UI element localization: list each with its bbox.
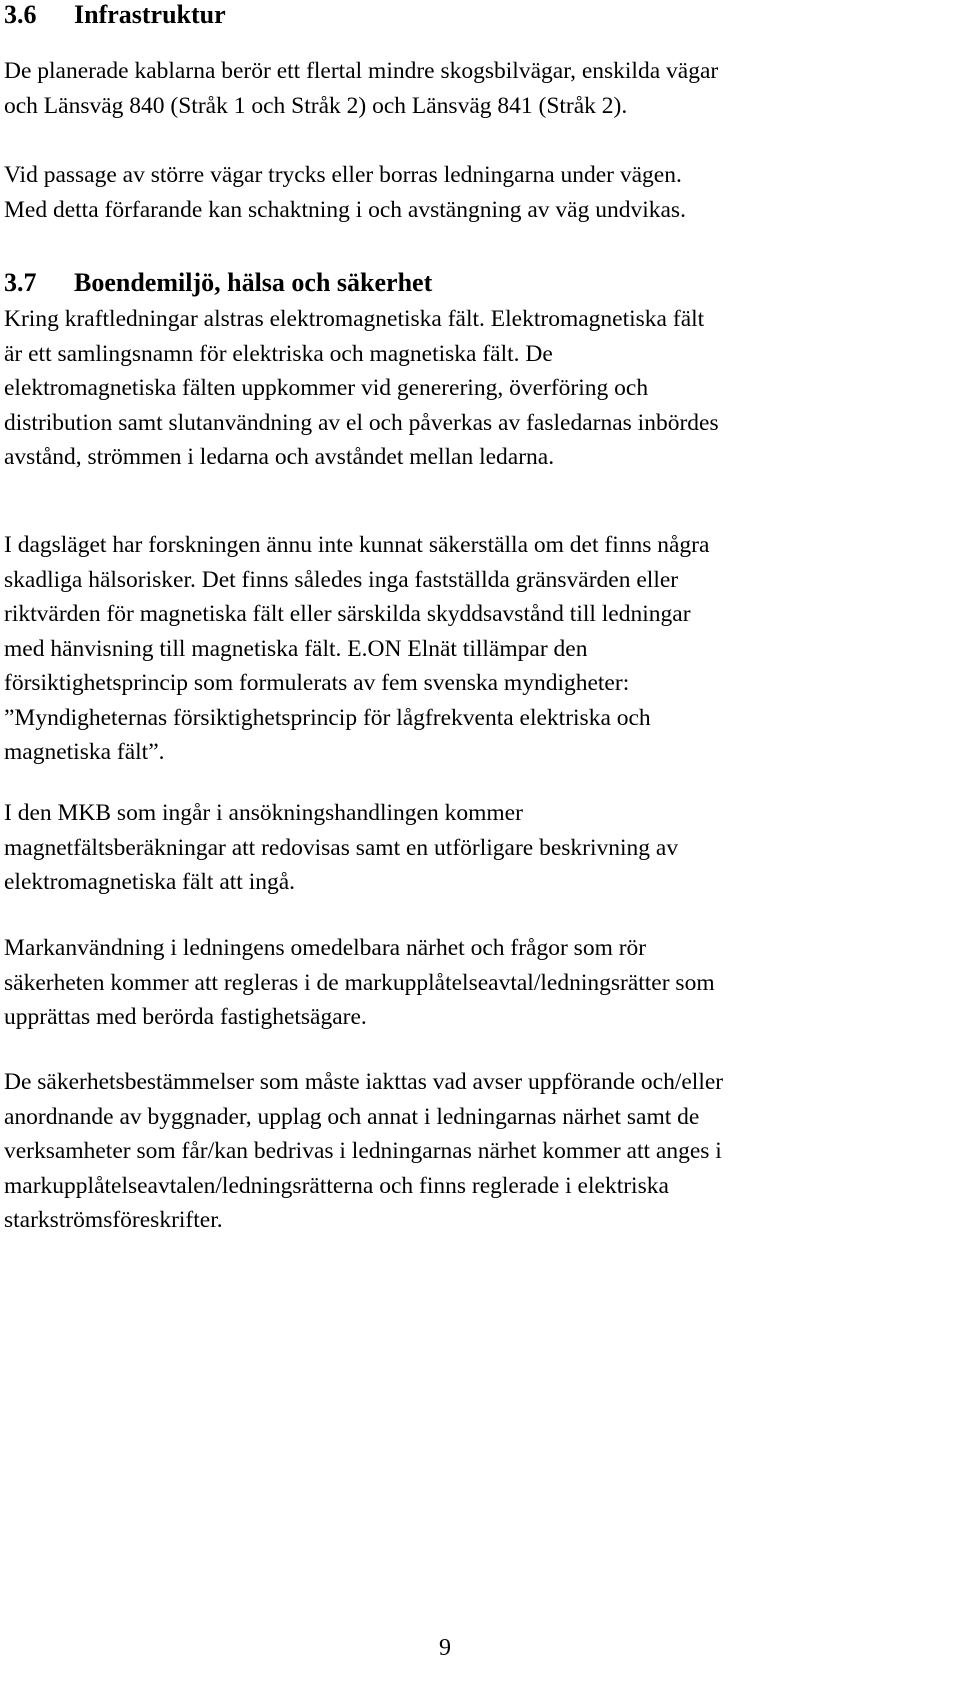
paragraph-infrastruktur-passage [4,158,944,227]
text-line: distribution samt slutanvändning av el och påverkas av fasledarnas inbördes [4,409,719,436]
text-line: verksamheter som får/kan bedrivas i ledningarnas närhet kommer att anges i [4,1138,722,1164]
text-line: I den MKB som ingår i ansökningshandlingen kommer [4,800,523,826]
text-line: upprättas med berörda fastighetsägare. [4,1004,367,1030]
section-title: Infrastruktur [74,0,226,29]
text-line: avstånd, strömmen i ledarna och avståndet mellan ledarna. [4,444,555,470]
section-number: 3.7 [4,268,37,297]
text-line: riktvärden för magnetiska fält eller särskilda skyddsavstånd till ledningar [4,601,691,627]
text-line: Kring kraftledningar alstras elektromagnetiska fält. Elektromagnetiska fält [4,306,705,332]
paragraph-research [4,528,944,770]
text-line: med hänvisning till magnetiska fält. E.ON Elnät tillämpar den [4,635,588,662]
section-heading-infrastruktur [4,0,226,30]
text-line: starkströmsföreskrifter. [4,1207,223,1233]
paragraph-land-use [4,931,944,1035]
text-line: De säkerhetsbestämmelser som måste iakttas vad avser uppförande och/eller [4,1069,724,1095]
paragraph-em-fields [4,302,944,475]
text-line: ”Myndigheternas försiktighetsprincip för lågfrekventa elektriska och [4,704,651,731]
text-line: magnetfältsberäkningar att redovisas samt en utförligare beskrivning av [4,834,679,861]
page-number: 9 [439,1635,451,1661]
paragraph-infrastruktur-roads [4,54,944,123]
text-line: Vid passage av större vägar trycks eller borras ledningarna under vägen. [4,162,682,188]
section-heading-boendemiljo [4,268,432,298]
text-line: anordnande av byggnader, upplag och annat i ledningarnas närhet samt de [4,1103,700,1130]
paragraph-safety-rules [4,1065,944,1238]
text-line: säkerheten kommer att regleras i de markupplåtelseavtal/ledningsrätter som [4,969,715,996]
paragraph-mkb [4,796,944,900]
text-line: och Länsväg 840 (Stråk 1 och Stråk 2) och Länsväg 841 (Stråk 2). [4,92,628,119]
text-line: Med detta förfarande kan schaktning i och avstängning av väg undvikas. [4,196,686,223]
text-line: försiktighetsprincip som formulerats av fem svenska myndigheter: [4,670,630,696]
text-line: I dagsläget har forskningen ännu inte kunnat säkerställa om det finns några [4,532,710,558]
text-line: är ett samlingsnamn för elektriska och magnetiska fält. De [4,340,553,367]
text-line: markupplåtelseavtalen/ledningsrätterna och finns reglerade i elektriska [4,1172,669,1199]
text-line: magnetiska fält”. [4,739,165,765]
text-line: elektromagnetiska fält att ingå. [4,869,296,895]
text-line: De planerade kablarna berör ett flertal mindre skogsbilvägar, enskilda vägar [4,58,719,84]
section-number: 3.6 [4,0,37,29]
section-title: Boendemiljö, hälsa och säkerhet [74,268,433,297]
text-line: elektromagnetiska fälten uppkommer vid generering, överföring och [4,375,649,401]
text-line: Markanvändning i ledningens omedelbara närhet och frågor som rör [4,935,647,961]
text-line: skadliga hälsorisker. Det finns således inga fastställda gränsvärden eller [4,566,679,593]
